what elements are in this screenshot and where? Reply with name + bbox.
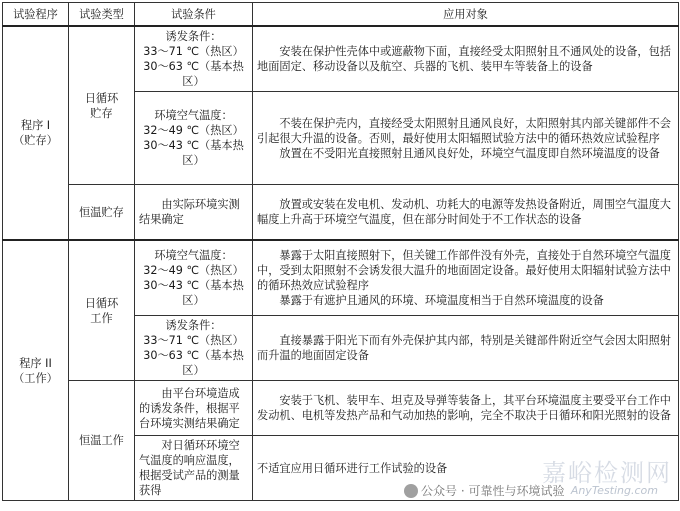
p1-rowB-cond-2: 32～49 ℃（热区） <box>143 124 244 137</box>
p2-cycle-type-line2: 工作 <box>90 311 113 325</box>
p1-rowA-cond-2: 33～71 ℃（热区） <box>143 45 244 58</box>
p1-rowA-application <box>253 26 679 92</box>
p2-rowA-cond-2: 32～49 ℃（热区） <box>143 264 244 277</box>
p2-rowA-app-text-2: 暴露于有遮护且通风的环境、环境温度相当于自然环境温度的设备 <box>279 294 604 307</box>
p2-cycle-type <box>69 240 135 381</box>
p2-cycle-type-line1: 日循环 <box>84 296 119 310</box>
procedure-1-label: 程序 I <box>20 119 51 132</box>
table-row <box>3 381 679 436</box>
watermark-url: AnyTesting.com <box>570 484 658 497</box>
p2-constant-cond-text-1: 由平台环境造成的诱发条件，根据平台环境实测结果确定 <box>139 386 240 430</box>
watermark-account-text: 公众号 · 可靠性与环境试验 <box>421 484 565 498</box>
p1-constant-condition <box>135 185 253 241</box>
p2-constant-app-text-2: 不适宜应用日循环进行工作试验的设备 <box>257 461 448 475</box>
p2-rowB-condition <box>135 316 253 381</box>
procedure-1-cell <box>3 26 69 240</box>
p1-rowB-application <box>253 92 679 185</box>
header-type: 试验类型 <box>69 3 135 27</box>
p2-rowA-cond-3: 30～43 ℃（基本热区） <box>143 279 244 307</box>
p1-cycle-type-line1: 日循环 <box>84 91 119 105</box>
table-row <box>3 240 679 316</box>
p1-constant-application <box>253 185 679 241</box>
p1-rowA-condition <box>135 26 253 92</box>
p2-rowA-cond-1: 环境空气温度： <box>154 249 233 262</box>
p1-rowB-cond-1: 环境空气温度： <box>154 109 233 122</box>
p1-constant-type: 恒温贮存 <box>69 185 135 241</box>
procedure-1-sub: （贮存） <box>13 134 58 147</box>
watermark-brand: 嘉峪检测网 <box>542 459 672 487</box>
p1-rowA-app-text: 安装在保护性壳体中或遮蔽物下面，直接经受太阳照射且不通风处的设备，包括地面固定、移动设备以及航空、兵器的飞机、装甲车等装备上的设备 <box>257 45 671 73</box>
p2-rowB-cond-2: 33～71 ℃（热区） <box>143 334 244 347</box>
p1-cycle-type <box>69 26 135 185</box>
table-row <box>3 26 679 92</box>
p2-rowB-application <box>253 316 679 381</box>
procedure-2-label: 程序 II <box>19 356 52 370</box>
p1-rowB-app-text-2: 放置在不受阳光直接照射且通风良好处，环境空气温度即自然环境温度的设备 <box>279 146 660 160</box>
watermark-account <box>404 482 564 499</box>
p2-rowA-application <box>253 240 679 316</box>
p1-rowB-app-text-1: 不装在保护壳内，直接经受太阳照射且通风良好，太阳照射其内部关键部件不会引起很大升温的设备。否则，最好使用太阳辐照试验方法中的循环热效应试验程序 <box>257 116 671 145</box>
p2-constant-app-text-1: 安装于飞机、装甲车、坦克及导弹等装备上，其平台环境温度主要受平台工作中发动机、电机等发热产品和气动加热的影响，完全不取决于日循环和阳光照射的设备 <box>257 394 671 422</box>
header-application: 应用对象 <box>253 3 679 27</box>
header-row <box>3 3 679 27</box>
p2-constant-application-1 <box>253 381 679 436</box>
p1-rowA-cond-3: 30～63 ℃（基本热区） <box>143 60 244 88</box>
wechat-icon <box>404 484 418 498</box>
p2-rowA-app-text-1: 暴露于太阳直接照射下，但关键工作部件没有外壳，直接处于自然环境空气温度中，受到太阳照射不会诱发很大温升的地面固定设备。最好使用太阳辐射试验方法中的循环热效应试验程序 <box>257 249 671 292</box>
header-procedure: 试验程序 <box>3 3 69 27</box>
spec-table <box>2 2 679 501</box>
p2-constant-condition-2 <box>135 436 253 501</box>
p1-cycle-type-line2: 贮存 <box>90 106 113 120</box>
p2-constant-condition-1 <box>135 381 253 436</box>
p1-constant-app-text: 放置或安装在发电机、发动机、功耗大的电源等发热设备附近，周围空气温度大幅度上升高于环境空气温度，但在部分时间处于不工作状态的设备 <box>257 198 671 226</box>
procedure-2-sub: （工作） <box>13 371 58 385</box>
p1-rowB-cond-3: 30～43 ℃（基本热区） <box>143 139 244 167</box>
p2-rowA-condition <box>135 240 253 316</box>
table-row <box>3 185 679 241</box>
p2-rowB-app-text: 直接暴露于阳光下而有外壳保护其内部，特别是关键部件附近空气会因太阳照射而升温的地面固定设备 <box>257 334 671 362</box>
p2-constant-cond-text-2: 对日循环环境空气温度的响应温度，根据受试产品的测量获得 <box>139 439 240 497</box>
p2-rowB-cond-3: 30～63 ℃（基本热区） <box>143 349 244 377</box>
procedure-2-cell <box>3 240 69 501</box>
p1-rowB-condition <box>135 92 253 185</box>
p2-rowB-cond-1: 诱发条件： <box>165 319 222 332</box>
header-condition: 试验条件 <box>135 3 253 27</box>
p1-constant-cond-text: 由实际环境实测结果确定 <box>139 198 240 226</box>
p2-constant-type: 恒温工作 <box>69 381 135 501</box>
p1-rowA-cond-1: 诱发条件： <box>165 30 222 43</box>
